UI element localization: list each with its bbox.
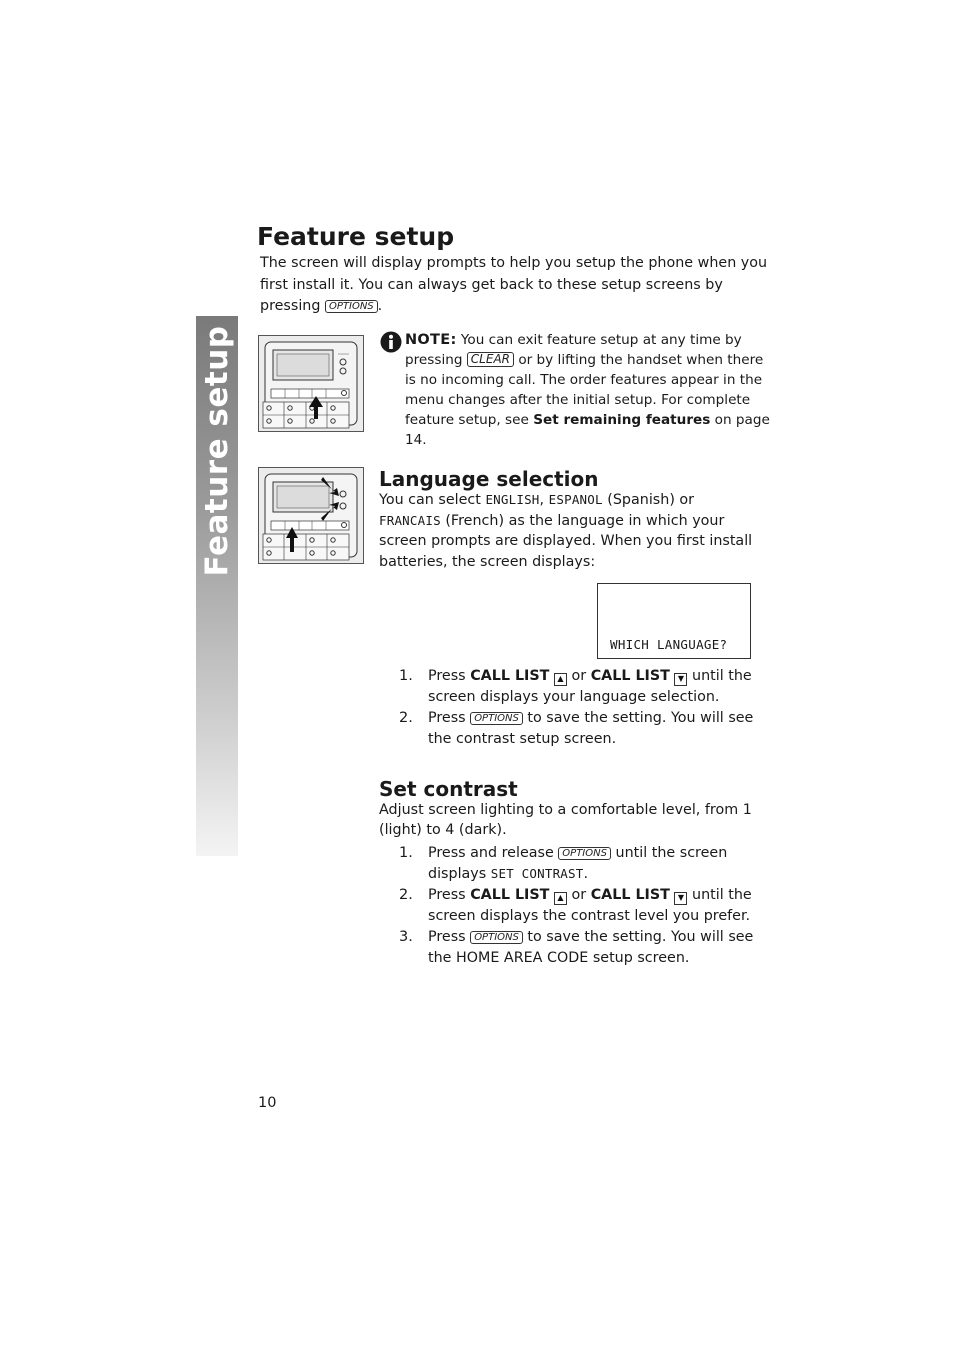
- side-tab: [196, 316, 238, 856]
- page-number: 10: [258, 1095, 277, 1111]
- language-text-3: (French) as the language in which your screen prompts are displayed. When you first install batteries, the screen displays:: [379, 512, 753, 570]
- note-text: [380, 330, 775, 450]
- list-item: [379, 927, 769, 968]
- language-text-1: You can select: [379, 492, 481, 508]
- step-number: 1.: [399, 845, 413, 861]
- step-number: 3.: [399, 929, 413, 945]
- note-box: [380, 330, 775, 450]
- step-text: Press: [428, 710, 466, 726]
- contrast-intro: Adjust screen lighting to a comfortable level, from 1 (light) to 4 (dark).: [379, 802, 752, 838]
- note-part1: You can exit feature setup at any time by pressing: [405, 332, 742, 368]
- lcd-screen-display: [597, 583, 751, 659]
- options-key-icon: OPTIONS: [470, 712, 523, 725]
- step-text: until the screen displays: [428, 845, 728, 882]
- triangle-up-icon: ▲: [554, 673, 567, 686]
- note-part2: or by lifting the handset when there is no incoming call. The order features appear in the menu changes after the initial setup. For complete feature setup, see: [405, 352, 764, 428]
- step-number: 2.: [399, 710, 413, 726]
- options-key-icon: OPTIONS: [325, 300, 378, 313]
- options-key-icon: OPTIONS: [558, 847, 611, 860]
- lcd-screen-text: WHICH LANGUAGE?: [610, 637, 728, 652]
- step-number: 2.: [399, 887, 413, 903]
- language-steps: [379, 666, 769, 750]
- note-reference: Set remaining features: [533, 412, 711, 428]
- triangle-up-icon: ▲: [554, 892, 567, 905]
- language-paragraph: [379, 490, 759, 572]
- page-title: Feature setup: [257, 222, 455, 251]
- option-english: ENGLISH: [485, 492, 540, 507]
- step-text: Press: [428, 887, 466, 903]
- triangle-down-icon: ▼: [674, 892, 687, 905]
- info-icon: [380, 331, 402, 357]
- contrast-heading: Set contrast: [379, 777, 518, 801]
- step-text: to save the setting. You will see the contrast setup screen.: [428, 710, 754, 747]
- intro-paragraph: [260, 253, 770, 318]
- options-key-icon: OPTIONS: [470, 931, 523, 944]
- phone-illustration-options: [258, 335, 364, 432]
- clear-key-icon: CLEAR: [467, 352, 514, 367]
- language-heading: Language selection: [379, 467, 599, 491]
- step-text: until the screen displays your language selection.: [428, 668, 752, 705]
- step-text: Press: [428, 668, 466, 684]
- contrast-steps: [379, 843, 769, 969]
- step-end: .: [583, 865, 589, 882]
- step-number: 1.: [399, 668, 413, 684]
- step-or: or: [571, 887, 587, 903]
- language-comma: ,: [539, 492, 545, 508]
- step-text: Press and release: [428, 845, 554, 861]
- triangle-down-icon: ▼: [674, 673, 687, 686]
- list-item: [379, 843, 769, 884]
- list-item: [379, 666, 769, 707]
- language-text-2: (Spanish) or: [607, 492, 695, 508]
- list-item: [379, 708, 769, 749]
- option-francais: FRANCAIS: [379, 512, 441, 528]
- call-list-label: CALL LIST: [470, 887, 550, 903]
- phone-illustration-calllist: [258, 467, 364, 564]
- intro-text: The screen will display prompts to help you setup the phone when you first install it. You can always get back to these setup screens by pressing: [260, 255, 768, 314]
- option-espanol: ESPANOL: [548, 492, 603, 507]
- step-text: to save the setting. You will see the HOME AREA CODE setup screen.: [428, 929, 754, 966]
- call-list-label: CALL LIST: [590, 887, 670, 903]
- step-text: until the screen displays the contrast level you prefer.: [428, 887, 752, 924]
- call-list-label: CALL LIST: [470, 668, 550, 684]
- step-text: Press: [428, 929, 466, 945]
- list-item: [379, 885, 769, 926]
- lcd-set-contrast: SET CONTRAST: [490, 865, 584, 881]
- note-label: NOTE:: [405, 332, 457, 348]
- step-or: or: [571, 668, 587, 684]
- side-tab-label: Feature setup: [199, 325, 235, 577]
- note-part3: on page 14.: [405, 412, 770, 448]
- call-list-label: CALL LIST: [590, 668, 670, 684]
- intro-end: .: [377, 298, 383, 314]
